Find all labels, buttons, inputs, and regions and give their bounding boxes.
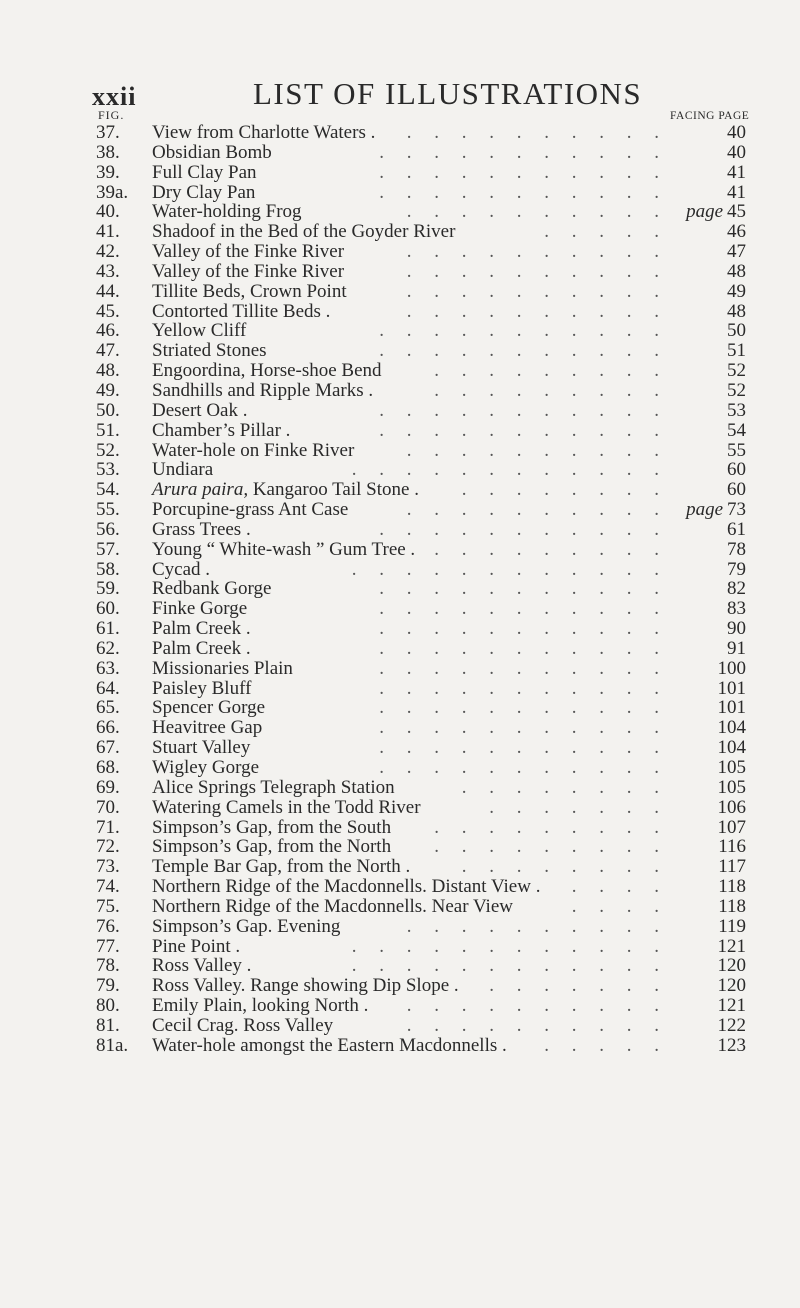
facing-page-number [727,579,746,599]
figure-title: Northern Ridge of the Macdonnells. Near View [152,895,513,917]
facing-page-number [727,163,746,183]
figure-title: Chamber’s Pillar . [152,419,291,441]
figure-number: 81. [96,1014,120,1036]
figure-number: 79. [96,975,120,997]
figure-title: Undiara [152,459,214,481]
list-item [96,361,786,381]
facing-page-number [718,837,746,857]
list-item [96,579,786,599]
leader-dots: . . . . . . . . . . [406,260,668,282]
leader-dots: . . . . . . . . . [434,538,668,560]
figure-number: 73. [96,856,120,878]
list-item [96,659,786,679]
list-item [96,996,786,1016]
leader-dots: . . . . . . . . . . . [379,757,668,778]
page-value: 82 [727,578,746,600]
page-value: 40 [727,122,746,143]
facing-page-number [718,738,747,758]
figure-number: 41. [96,221,120,243]
figure-title: Obsidian Bomb [152,141,272,163]
facing-page-number [727,560,746,580]
page-value: 40 [727,141,746,163]
page-value: 101 [717,677,746,699]
list-item [96,282,786,302]
figure-title: Palm Creek . [152,637,251,659]
facing-page-number [686,202,746,222]
list-item [96,917,786,937]
leader-dots: . . . . . . . . . . . [379,419,668,441]
page-prefix: page [686,499,723,521]
facing-page-number [727,282,746,302]
list-item [96,123,786,143]
figure-number: 77. [96,935,120,957]
figure-title: Desert Oak . [152,399,248,421]
figure-title: Water-hole amongst the Eastern Macdonnells . [152,1034,507,1056]
page-value: 53 [727,399,746,421]
facing-page-number [718,758,747,778]
facing-page-label: FACING PAGE [670,110,750,122]
page-value: 91 [727,637,746,659]
list-item [96,341,786,361]
page-value: 120 [717,955,746,977]
figure-number: 56. [96,518,120,540]
facing-page-number [727,321,746,341]
leader-dots: . . . . . . . . . . . [379,677,668,699]
page-value: 55 [727,439,746,461]
figure-title: Simpson’s Gap, from the North [152,836,392,858]
figure-number: 74. [96,876,120,898]
list-item [96,976,786,996]
figure-number: 37. [96,122,120,143]
page-value: 122 [717,1014,746,1036]
facing-page-number [727,599,746,619]
list-item [96,540,786,560]
facing-page-number [727,441,746,461]
list-item [96,381,786,401]
figure-title: Grass Trees . [152,518,251,540]
page-value: 118 [718,895,746,917]
figure-title: Water-hole on Finke River [152,439,355,461]
figure-number: 42. [96,241,120,263]
figure-title: Tillite Beds, Crown Point [152,280,347,302]
figure-title-italic: Arura paira, [152,479,249,501]
page-value: 118 [718,876,746,898]
figure-title: Redbank Gorge [152,578,272,600]
figure-title: Yellow Cliff [152,320,247,342]
figure-number: 72. [96,836,120,858]
leader-dots: . . . . . . . . . . . [379,181,668,203]
figure-title: Valley of the Finke River [152,241,345,263]
figure-title: Simpson’s Gap, from the South [152,816,392,838]
figure-title: Full Clay Pan [152,161,257,183]
page-value: 41 [727,161,746,183]
facing-page-number [718,1016,747,1036]
figure-title: Cycad . [152,558,211,580]
figure-title: Pine Point . [152,935,241,957]
page-value: 73 [727,499,746,521]
facing-page-number [727,460,746,480]
figure-number: 64. [96,677,120,699]
figure-number: 48. [96,360,120,382]
leader-dots: . . . . [571,876,668,898]
figure-number: 57. [96,538,120,560]
facing-page-number [718,956,747,976]
list-item [96,857,786,877]
facing-page-number [718,1036,747,1056]
figure-number: 45. [96,300,120,322]
figure-number: 78. [96,955,120,977]
leader-dots: . . . . . . . . . . . . [351,955,668,977]
list-item [96,480,786,500]
page-value: 100 [717,657,746,679]
leader-dots: . . . . . . . . . [434,379,668,401]
leader-dots: . . . . . . . . . [434,836,668,858]
leader-dots: . . . . . . . . . . . . [351,935,668,957]
list-item [96,758,786,778]
leader-dots: . . . . . . . . . . . [379,618,668,640]
list-item [96,302,786,322]
list-item [96,619,786,639]
page-value: 117 [718,856,746,878]
facing-page-number [718,659,747,679]
leader-dots: . . . . . . . . . . [406,280,668,302]
page-value: 123 [717,1034,746,1056]
facing-page-number [718,698,747,718]
page-prefix: page [686,201,723,223]
list-item [96,1036,786,1056]
figure-number: 68. [96,757,120,778]
figure-number: 59. [96,578,120,600]
facing-page-number [718,778,747,798]
list-item [96,897,786,917]
figure-number: 65. [96,697,120,719]
leader-dots: . . . . . . . . . . . [379,598,668,620]
leader-dots: . . . . . . . . . . [406,300,668,322]
figure-title: Simpson’s Gap. Evening [152,915,341,937]
figure-number: 63. [96,657,120,679]
list-item [96,560,786,580]
figure-number: 61. [96,618,120,640]
figure-title: Northern Ridge of the Macdonnells. Distant View . [152,876,541,898]
figure-title: Young “ White-wash ” Gum Tree . [152,538,416,560]
figure-title: Dry Clay Pan [152,181,256,203]
figure-title: Missionaries Plain [152,657,293,679]
figure-title: Water-holding Frog [152,201,302,223]
leader-dots: . . . . . . . . . . . [379,518,668,540]
list-item [96,262,786,282]
leader-dots: . . . . . . . . . . [406,995,668,1017]
facing-page-number [727,262,746,282]
list-item [96,937,786,957]
page-value: 79 [727,558,746,580]
list-item [96,163,786,183]
list-item [96,500,786,520]
figure-number: 76. [96,915,120,937]
figure-title: Spencer Gorge [152,697,266,719]
list-item [96,599,786,619]
page-value: 121 [717,995,746,1017]
list-item [96,421,786,441]
page-value: 49 [727,280,746,302]
page-value: 104 [717,737,746,759]
figure-title: Wigley Gorge [152,757,260,778]
facing-page-number [718,679,747,699]
facing-page-number [718,718,747,738]
leader-dots: . . . . . [544,1034,668,1056]
list-item [96,738,786,758]
page-value: 52 [727,360,746,382]
facing-page-number [727,242,746,262]
page-value: 54 [727,419,746,441]
leader-dots: . . . . . . . . . . [406,1014,668,1036]
facing-page-number [727,341,746,361]
figure-title: Finke Gorge [152,598,248,620]
facing-page-number [727,183,746,203]
figure-number: 55. [96,499,120,521]
page-value: 104 [717,717,746,739]
leader-dots: . . . . . . . . . . . [379,737,668,759]
figure-title: Ross Valley. Range showing Dip Slope . [152,975,459,997]
list-item [96,798,786,818]
facing-page-number [718,917,746,937]
facing-page-number [718,897,746,917]
figure-title: Striated Stones [152,340,267,362]
figure-number: 50. [96,399,120,421]
facing-page-number [727,639,746,659]
leader-dots: . . . . . . . . . . . [379,399,668,421]
page-value: 105 [717,776,746,798]
page-value: 121 [717,935,746,957]
facing-page-number [718,857,746,877]
facing-page-number [727,381,746,401]
figure-number: 80. [96,995,120,1017]
facing-page-number [718,877,746,897]
list-item [96,698,786,718]
leader-dots: . . . . . . . . [461,479,668,501]
leader-dots: . . . . . . . . . . . [379,320,668,342]
leader-dots: . . . . . [544,221,668,243]
figure-title: Valley of the Finke River [152,260,345,282]
facing-page-number [727,520,746,540]
page-number: xxii [92,82,137,111]
page-value: 83 [727,598,746,620]
leader-dots: . . . . . . . . . . [406,201,668,223]
figure-title: Shadoof in the Bed of the Goyder River [152,221,456,243]
list-item [96,778,786,798]
page-value: 116 [718,836,746,858]
page-value: 41 [727,181,746,203]
leader-dots: . . . . . . . . . . . [379,161,668,183]
figure-number: 53. [96,459,120,481]
figure-title: Engoordina, Horse-shoe Bend [152,360,382,382]
figure-title: Watering Camels in the Todd River [152,796,421,818]
list-item [96,520,786,540]
leader-dots: . . . . . . . . . . . [379,340,668,362]
list-item [96,143,786,163]
figure-number: 70. [96,796,120,818]
figure-number: 51. [96,419,120,441]
leader-dots: . . . . . . . [489,975,668,997]
list-item [96,877,786,897]
facing-page-number [727,302,746,322]
leader-dots: . . . . . . . . . . [406,499,668,521]
page-value: 101 [717,697,746,719]
figure-number: 81a. [96,1034,129,1056]
leader-dots: . . . . . . . . [461,776,668,798]
leader-dots: . . . . . . . . . . . [379,657,668,679]
page-value: 120 [717,975,746,997]
list-item [96,401,786,421]
list-item [96,837,786,857]
figure-number: 54. [96,479,120,501]
facing-page-number [718,996,747,1016]
list-item [96,956,786,976]
list-item [96,1016,786,1036]
facing-page-number [727,421,746,441]
figure-title: Ross Valley . [152,955,252,977]
figure-number: 49. [96,379,120,401]
figure-title: Alice Springs Telegraph Station [152,776,395,798]
figure-number: 43. [96,260,120,282]
figure-title-rest: Kangaroo Tail Stone . [248,479,419,501]
facing-page-number [727,540,746,560]
figure-title: Temple Bar Gap, from the North . [152,856,411,878]
figure-number: 38. [96,141,120,163]
list-item [96,242,786,262]
figure-number: 46. [96,320,120,342]
page-value: 60 [727,459,746,481]
figure-number: 40. [96,201,120,223]
illustrations-list [96,123,786,1056]
figure-number: 69. [96,776,120,798]
figure-number: 66. [96,717,120,739]
leader-dots: . . . . . . . . . . . [379,578,668,600]
leader-dots: . . . . . . . . . . . . [351,459,668,481]
facing-page-number [718,818,747,838]
facing-page-number [718,937,747,957]
leader-dots: . . . . . . . . . . . [379,717,668,739]
leader-dots: . . . . . . . . [461,856,668,878]
figure-number: 67. [96,737,120,759]
page-value: 61 [727,518,746,540]
page-value: 48 [727,260,746,282]
facing-page-number [718,976,747,996]
facing-page-number [727,222,746,242]
figure-number: 39a. [96,181,129,203]
leader-dots: . . . . . . . . . [434,816,668,838]
list-item [96,202,786,222]
list-item [96,441,786,461]
figure-title: Heavitree Gap [152,717,263,739]
list-item [96,718,786,738]
figure-title: Paisley Bluff [152,677,252,699]
page-heading: LIST OF ILLUSTRATIONS [253,76,643,111]
page-value: 78 [727,538,746,560]
list-item [96,639,786,659]
leader-dots: . . . . . . . . . . . . [351,558,668,580]
page-value: 106 [717,796,746,818]
page-value: 45 [727,201,746,223]
page-value: 46 [727,221,746,243]
page-value: 119 [718,915,746,937]
figure-title: Palm Creek . [152,618,251,640]
list-item [96,183,786,203]
facing-page-number [727,123,746,143]
figure-title: Sandhills and Ripple Marks . [152,379,374,401]
figure-title: Cecil Crag. Ross Valley [152,1014,334,1036]
page-value: 90 [727,618,746,640]
page-value: 105 [717,757,746,778]
facing-page-number [727,619,746,639]
facing-page-number [718,798,747,818]
page-value: 48 [727,300,746,322]
facing-page-number [727,143,746,163]
page-value: 51 [727,340,746,362]
figure-number: 71. [96,816,120,838]
leader-dots: . . . . . . . . . . [406,915,668,937]
leader-dots: . . . . . . . . . . . [379,141,668,163]
fig-column-label: FIG. [98,108,125,122]
page-value: 50 [727,320,746,342]
figure-title: Stuart Valley [152,737,251,759]
facing-page-number [727,401,746,421]
figure-number: 52. [96,439,120,461]
leader-dots: . . . . [571,895,668,917]
leader-dots: . . . . . . . . . . [406,241,668,263]
page-value: 107 [717,816,746,838]
leader-dots: . . . . . . . [489,796,668,818]
leader-dots: . . . . . . . . . . . [379,637,668,659]
figure-number: 58. [96,558,120,580]
figure-title: View from Charlotte Waters . [152,122,376,143]
figure-number: 44. [96,280,120,302]
page-value: 52 [727,379,746,401]
figure-number: 75. [96,895,120,917]
figure-title: Porcupine-grass Ant Case [152,499,349,521]
facing-page-number [727,361,746,381]
facing-page-number [727,480,746,500]
figure-number: 60. [96,598,120,620]
list-item [96,460,786,480]
list-item [96,321,786,341]
list-item [96,222,786,242]
page-value: 47 [727,241,746,263]
leader-dots: . . . . . . . . . . [406,439,668,461]
figure-title: Contorted Tillite Beds . [152,300,331,322]
facing-page-number [686,500,746,520]
figure-number: 39. [96,161,120,183]
figure-number: 62. [96,637,120,659]
list-item [96,679,786,699]
page-value: 60 [727,479,746,501]
leader-dots: . . . . . . . . . [434,360,668,382]
leader-dots: . . . . . . . . . . . [379,697,668,719]
leader-dots: . . . . . . . . . . [406,122,668,143]
figure-title: Emily Plain, looking North . [152,995,369,1017]
list-item [96,818,786,838]
figure-number: 47. [96,340,120,362]
